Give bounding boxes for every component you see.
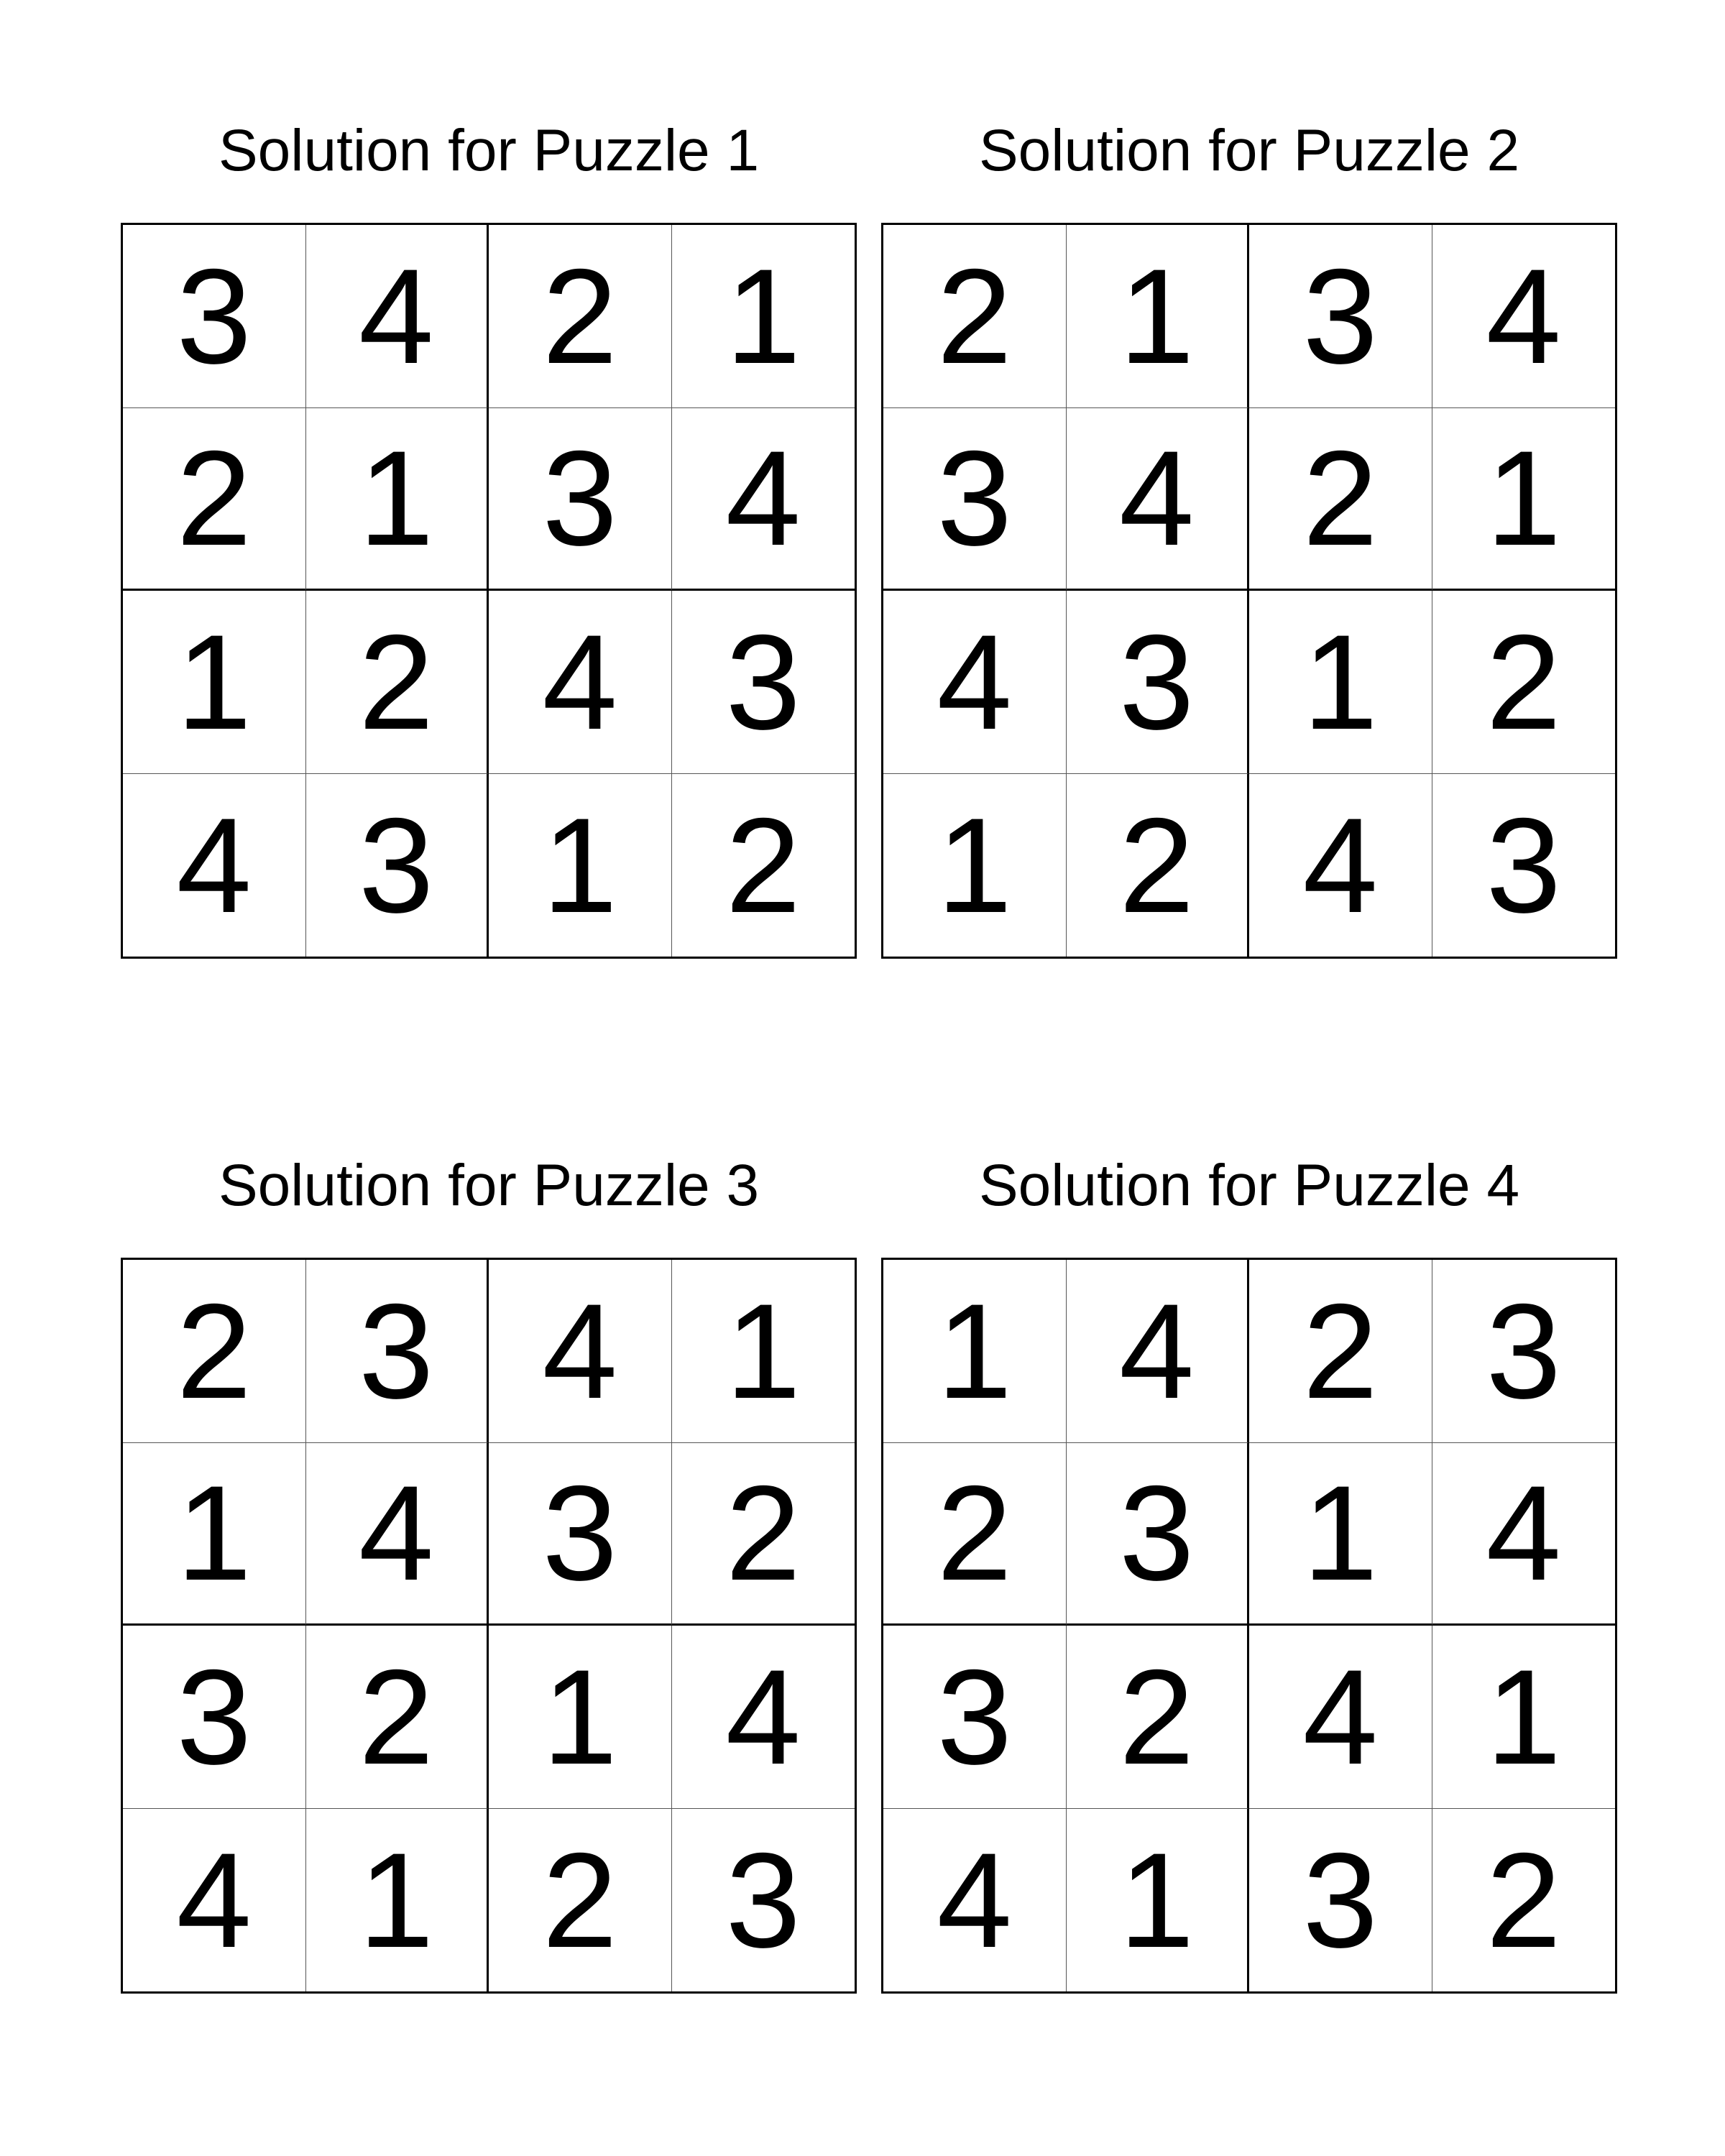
- grid-cell: 2: [123, 408, 306, 591]
- grid-cell: 2: [672, 1443, 855, 1626]
- grid-cell: 3: [1249, 225, 1432, 408]
- grid-cell: 1: [1432, 1626, 1616, 1809]
- grid-cell: 2: [1249, 1260, 1432, 1443]
- puzzle-title: Solution for Puzzle 2: [978, 118, 1520, 183]
- grid-cell: 1: [883, 774, 1067, 957]
- grid-cell: 3: [306, 1260, 489, 1443]
- grid-cell: 2: [1249, 408, 1432, 591]
- grid-cell: 3: [883, 408, 1067, 591]
- grid-cell: 2: [1486, 1824, 1562, 1976]
- puzzle-title: Solution for Puzzle 3: [218, 1153, 760, 1218]
- grid-cell: 4: [1067, 408, 1250, 591]
- grid-cell: 3: [1486, 789, 1562, 941]
- sudoku-grid: [881, 1258, 1617, 1994]
- grid-cell: 4: [672, 1626, 855, 1809]
- grid-cell: 1: [672, 225, 855, 408]
- grid-cell: 3: [489, 408, 672, 591]
- grid-cell: 2: [306, 591, 489, 774]
- grid-cell: 2: [1067, 774, 1250, 957]
- grid-cell: 4: [123, 1809, 306, 1992]
- grid-cell: 4: [123, 774, 306, 957]
- sudoku-grid: [121, 1258, 857, 1994]
- grid-cell: 1: [123, 1443, 306, 1626]
- grid-cell: 3: [1432, 1260, 1616, 1443]
- grid-cell: 3: [306, 774, 489, 957]
- grid-cell: 1: [1249, 591, 1432, 774]
- grid-cell: 2: [883, 1443, 1067, 1626]
- grid-cell: 1: [489, 1626, 672, 1809]
- grid-cell: 4: [883, 1809, 1067, 1992]
- puzzle-title: Solution for Puzzle 1: [218, 118, 760, 183]
- grid-cell: 2: [883, 225, 1067, 408]
- sudoku-grid: [121, 223, 857, 959]
- grid-cell: 1: [1067, 225, 1250, 408]
- grid-cell: 1: [1249, 1443, 1432, 1626]
- grid-cell: 4: [1067, 1260, 1250, 1443]
- grid-cell: 1: [123, 591, 306, 774]
- grid-cell: 3: [1067, 591, 1250, 774]
- grid-cell: 1: [672, 1260, 855, 1443]
- grid-cell: 4: [1432, 1443, 1616, 1626]
- grid-cell: 4: [306, 1443, 489, 1626]
- grid-cell: 1: [306, 408, 489, 591]
- grid-cell: 2: [489, 1809, 672, 1992]
- grid-cell: 4: [306, 225, 489, 408]
- grid-cell: 4: [883, 591, 1067, 774]
- grid-cell: 1: [1067, 1809, 1250, 1992]
- grid-cell: 4: [1249, 1626, 1432, 1809]
- grid-cell: 3: [883, 1626, 1067, 1809]
- grid-cell: 2: [1067, 1626, 1250, 1809]
- grid-cell: 3: [725, 1824, 801, 1976]
- grid-cell: 4: [489, 1260, 672, 1443]
- grid-cell: 1: [1432, 408, 1616, 591]
- grid-cell: 4: [672, 408, 855, 591]
- grid-cell: 3: [123, 225, 306, 408]
- grid-cell: 4: [1432, 225, 1616, 408]
- grid-cell: 3: [1067, 1443, 1250, 1626]
- grid-cell: 2: [725, 789, 801, 941]
- grid-cell: 3: [1249, 1809, 1432, 1992]
- grid-cell: 2: [306, 1626, 489, 1809]
- grid-cell: 3: [489, 1443, 672, 1626]
- grid-cell: 4: [1249, 774, 1432, 957]
- grid-cell: 3: [672, 591, 855, 774]
- grid-cell: 1: [883, 1260, 1067, 1443]
- puzzle-title: Solution for Puzzle 4: [978, 1153, 1520, 1218]
- grid-cell: 2: [1432, 591, 1616, 774]
- grid-cell: 1: [306, 1809, 489, 1992]
- grid-cell: 3: [123, 1626, 306, 1809]
- grid-cell: 2: [123, 1260, 306, 1443]
- grid-cell: 4: [489, 591, 672, 774]
- sudoku-grid: [881, 223, 1617, 959]
- grid-cell: 2: [489, 225, 672, 408]
- grid-cell: 1: [489, 774, 672, 957]
